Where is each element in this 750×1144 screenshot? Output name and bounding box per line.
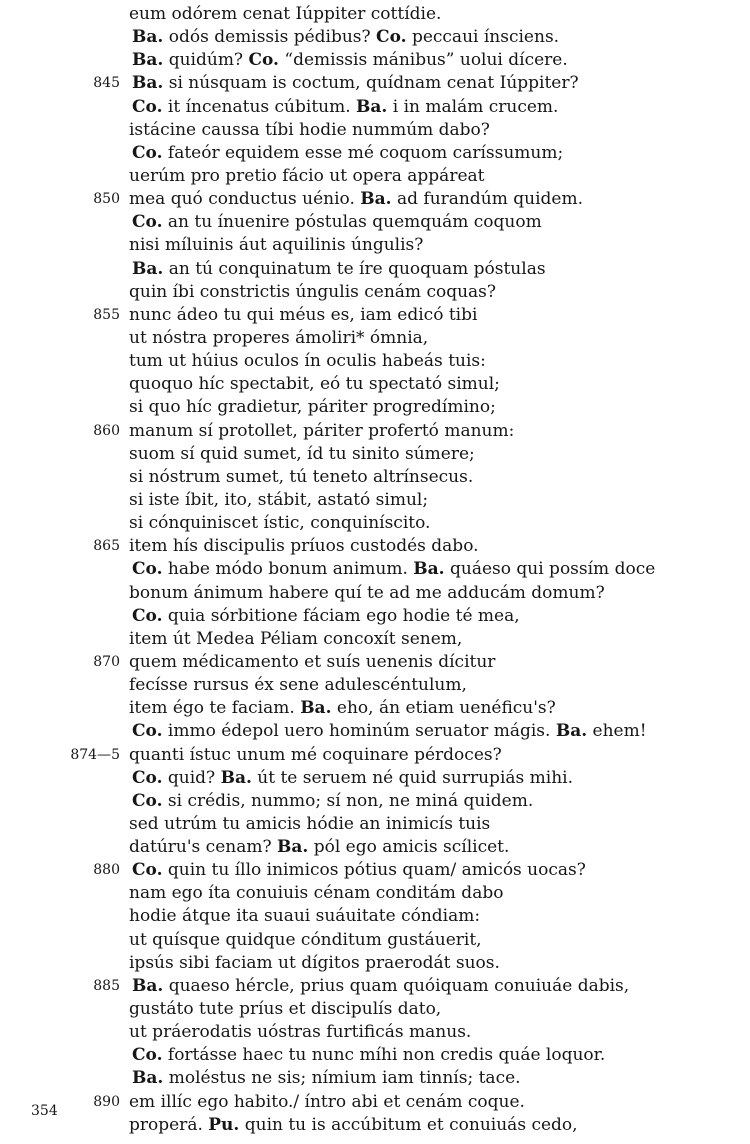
verse-line bbox=[0, 281, 750, 304]
speaker-label: Ba. bbox=[356, 96, 388, 117]
speaker-label: Ba. bbox=[132, 73, 164, 94]
verse-segment: properá. bbox=[129, 1114, 209, 1135]
speaker-label: Ba. bbox=[132, 1068, 164, 1089]
verse-body bbox=[129, 651, 495, 674]
verse-segment: quin tu íllo inimicos pótius quam/ amicós uocas? bbox=[162, 860, 586, 881]
verse-segment: peccaui ínsciens. bbox=[406, 27, 560, 48]
verse-body bbox=[132, 258, 546, 281]
verse-line bbox=[0, 234, 750, 257]
verse-body bbox=[129, 119, 490, 142]
verse-line bbox=[0, 1044, 750, 1067]
verse-body bbox=[129, 466, 473, 489]
speaker-label: Co. bbox=[132, 1045, 163, 1066]
verse-line bbox=[0, 813, 750, 836]
verse-line bbox=[0, 396, 750, 419]
verse-body bbox=[129, 628, 462, 651]
speaker-label: Co. bbox=[132, 790, 163, 811]
verse-segment: suom sí quid sumet, íd tu sinito súmere; bbox=[129, 443, 475, 464]
verse-line bbox=[0, 905, 750, 928]
verse-body bbox=[129, 396, 496, 419]
verse-line bbox=[0, 535, 750, 558]
verse-segment: item hís discipulis príuos custodés dabo. bbox=[129, 536, 479, 557]
speaker-label: Co. bbox=[376, 27, 407, 48]
speaker-label: Co. bbox=[132, 860, 163, 881]
verse-segment: si iste íbit, ito, stábit, astató simul; bbox=[129, 489, 429, 510]
verse-line bbox=[0, 836, 750, 859]
verse-segment: quáeso qui possím doce bbox=[444, 559, 656, 580]
verse-segment: em illíc ego habito./ íntro abi et cenám coque. bbox=[129, 1091, 525, 1112]
verse-body bbox=[132, 558, 655, 581]
verse-body bbox=[129, 489, 428, 512]
verse-body bbox=[129, 234, 423, 257]
verse-line bbox=[0, 628, 750, 651]
verse-segment: item égo te faciam. bbox=[129, 698, 301, 719]
verse-segment: quia sórbitione fáciam ego hodie té mea, bbox=[162, 605, 520, 626]
verse-body bbox=[132, 142, 563, 165]
speaker-label: Ba. bbox=[132, 975, 164, 996]
verse-line bbox=[0, 188, 750, 211]
speaker-label: Co. bbox=[132, 605, 163, 626]
line-number: 865 bbox=[93, 538, 120, 555]
verse-segment: fateór equidem esse mé coquom caríssumum; bbox=[162, 142, 564, 163]
verse-line bbox=[0, 767, 750, 790]
verse-segment: fortásse haec tu nunc míhi non credis quáe loquor. bbox=[162, 1045, 606, 1066]
verse-body bbox=[129, 420, 514, 443]
verse-body bbox=[129, 952, 500, 975]
verse-segment: nam ego íta conuiuis cénam conditám dabo bbox=[129, 883, 504, 904]
verse-segment: quoquo híc spectabit, eó tu spectató simul; bbox=[129, 374, 500, 395]
verse-segment: ad furandúm quidem. bbox=[391, 189, 583, 210]
speaker-label: Pu. bbox=[208, 1114, 240, 1135]
verse-line bbox=[0, 605, 750, 628]
speaker-label: Ba. bbox=[300, 698, 332, 719]
verse-line bbox=[0, 929, 750, 952]
speaker-label: Ba. bbox=[413, 559, 445, 580]
verse-body bbox=[129, 304, 477, 327]
verse-segment: it íncenatus cúbitum. bbox=[162, 96, 357, 117]
verse-segment: fecísse rursus éx sene adulescéntulum, bbox=[129, 675, 467, 696]
line-number: 890 bbox=[93, 1093, 120, 1110]
verse-segment: istácine caussa tíbi hodie nummúm dabo? bbox=[129, 119, 490, 140]
verse-line bbox=[0, 373, 750, 396]
line-number: 845 bbox=[93, 75, 120, 92]
verse-segment: odós demissis pédibus? bbox=[163, 27, 377, 48]
line-number: 880 bbox=[93, 862, 120, 879]
page-number: 354 bbox=[31, 1103, 58, 1119]
verse-line bbox=[0, 489, 750, 512]
verse-line bbox=[0, 952, 750, 975]
verse-segment: út te seruem né quid surrupiás mihi. bbox=[251, 767, 573, 788]
verse-line bbox=[0, 304, 750, 327]
verse-body bbox=[129, 744, 502, 767]
verse-body bbox=[129, 582, 605, 605]
speaker-label: Ba. bbox=[220, 767, 252, 788]
verse-body bbox=[129, 905, 480, 928]
verse-body bbox=[129, 1021, 471, 1044]
speaker-label: Ba. bbox=[276, 837, 309, 858]
verse-segment: ut nóstra properes ámoliri* ómnia, bbox=[129, 327, 429, 348]
verse-segment: quin tu is accúbitum et conuiuás cedo, bbox=[239, 1114, 578, 1135]
verse-body bbox=[129, 165, 484, 188]
verse-segment: manum sí protollet, páriter profertó manum: bbox=[129, 420, 515, 441]
verse-body bbox=[129, 443, 475, 466]
verse-body bbox=[129, 3, 441, 26]
verse-body bbox=[129, 998, 441, 1021]
verse-segment: quaeso hércle, prius quam quóiquam conuiuáe dabis, bbox=[163, 975, 630, 996]
verse-body bbox=[132, 767, 573, 790]
verse-line bbox=[0, 651, 750, 674]
line-number: 850 bbox=[93, 191, 120, 208]
verse-body bbox=[132, 859, 586, 882]
verse-line bbox=[0, 882, 750, 905]
speaker-label: Ba. bbox=[132, 27, 164, 48]
verse-line bbox=[0, 512, 750, 535]
verse-body bbox=[129, 929, 482, 952]
verse-line bbox=[0, 420, 750, 443]
verse-line bbox=[0, 582, 750, 605]
verse-body bbox=[129, 327, 428, 350]
verse-line bbox=[0, 744, 750, 767]
verse-body bbox=[132, 1067, 521, 1090]
speaker-label: Ba. bbox=[132, 50, 164, 71]
verse-body bbox=[129, 813, 490, 836]
verse-line bbox=[0, 327, 750, 350]
verse-body bbox=[129, 281, 496, 304]
verse-segment: eum odórem cenat Iúppiter cottídie. bbox=[129, 4, 442, 24]
speaker-label: Co. bbox=[132, 96, 163, 117]
speaker-label: Co. bbox=[132, 767, 163, 788]
verse-segment: immo édepol uero hominúm seruator mágis. bbox=[162, 721, 556, 742]
verse-line bbox=[0, 1021, 750, 1044]
speaker-label: Ba. bbox=[132, 258, 164, 279]
speaker-label: Co. bbox=[132, 142, 163, 163]
verse-line bbox=[0, 443, 750, 466]
verse-line bbox=[0, 720, 750, 743]
verse-segment: quin íbi constrictis úngulis cenám coquas? bbox=[129, 281, 497, 302]
verse-line bbox=[0, 258, 750, 281]
verse-body bbox=[129, 836, 509, 859]
verse-segment: nunc ádeo tu qui méus es, iam edicó tibi bbox=[129, 304, 478, 325]
speaker-label: Co. bbox=[248, 50, 279, 71]
verse-segment: si quo híc gradietur, páriter progredímino; bbox=[129, 397, 496, 418]
verse-body bbox=[132, 72, 579, 95]
verse-line bbox=[0, 119, 750, 142]
verse-segment: sed utrúm tu amicis hódie an inimicís tuis bbox=[129, 813, 491, 834]
line-number: 855 bbox=[93, 306, 120, 323]
verse-line bbox=[0, 998, 750, 1021]
verse-body bbox=[132, 96, 558, 119]
verse-segment: ut quísque quidque cónditum gustáuerit, bbox=[129, 929, 482, 950]
line-number: 885 bbox=[93, 977, 120, 994]
verse-body bbox=[129, 535, 479, 558]
verse-body bbox=[129, 1114, 578, 1137]
verse-segment: ehem! bbox=[587, 721, 647, 742]
verse-segment: an tu ínuenire póstulas quemquám coquom bbox=[162, 212, 542, 233]
verse-segment: si crédis, nummo; sí non, ne miná quidem. bbox=[162, 790, 534, 811]
verse-segment: quanti ístuc unum mé coquinare pérdoces? bbox=[129, 744, 502, 765]
verse-line bbox=[0, 674, 750, 697]
verse-line bbox=[0, 142, 750, 165]
verse-line bbox=[0, 72, 750, 95]
verse-segment: datúru's cenam? bbox=[129, 837, 277, 858]
speaker-label: Ba. bbox=[555, 721, 588, 742]
verse-line bbox=[0, 1067, 750, 1090]
verse-body bbox=[129, 512, 430, 535]
verse-segment: moléstus ne sis; nímium iam tinnís; tace. bbox=[163, 1068, 521, 1089]
verse-body bbox=[129, 674, 467, 697]
line-number: 860 bbox=[93, 422, 120, 439]
verse-body bbox=[129, 373, 500, 396]
verse-segment: tum ut húius oculos ín oculis habeás tuis: bbox=[129, 351, 486, 372]
verse-line bbox=[0, 96, 750, 119]
verse-line bbox=[0, 859, 750, 882]
line-number: 874—5 bbox=[70, 746, 120, 763]
verse-body bbox=[132, 49, 568, 72]
verse-segment: i in malám crucem. bbox=[387, 96, 559, 117]
verse-body bbox=[132, 720, 647, 743]
verse-body bbox=[132, 26, 559, 49]
verse-line bbox=[0, 1091, 750, 1114]
verse-line bbox=[0, 165, 750, 188]
verse-line bbox=[0, 790, 750, 813]
speaker-label: Co. bbox=[132, 721, 163, 742]
verse-line bbox=[0, 26, 750, 49]
verse-body bbox=[132, 1044, 605, 1067]
verse-line bbox=[0, 1114, 750, 1137]
verse-segment: “demissis mánibus” uolui dícere. bbox=[278, 50, 568, 71]
verse-segment: nisi míluinis áut aquilinis úngulis? bbox=[129, 235, 424, 256]
verse-body bbox=[132, 975, 629, 998]
speaker-label: Co. bbox=[132, 559, 163, 580]
verse-body bbox=[132, 790, 533, 813]
verse-segment: habe módo bonum animum. bbox=[162, 559, 414, 580]
verse-segment: hodie átque ita suaui suáuitate cóndiam: bbox=[129, 906, 481, 927]
verse-line bbox=[0, 697, 750, 720]
verse-line bbox=[0, 3, 750, 26]
verse-line bbox=[0, 211, 750, 234]
verse-body bbox=[132, 605, 520, 628]
verse-line bbox=[0, 350, 750, 373]
verse-segment: eho, án etiam uenéficu's? bbox=[331, 698, 556, 719]
verse-body bbox=[129, 882, 503, 905]
verse-text bbox=[0, 3, 750, 1137]
speaker-label: Ba. bbox=[360, 189, 392, 210]
verse-segment: ut práerodatis uóstras furtificás manus. bbox=[129, 1022, 472, 1043]
verse-body bbox=[129, 697, 556, 720]
verse-segment: mea quó conductus uénio. bbox=[129, 189, 361, 210]
verse-segment: uerúm pro pretio fácio ut opera appáreat bbox=[129, 165, 485, 186]
verse-segment: pól ego amicis scílicet. bbox=[308, 837, 510, 858]
verse-segment: si núsquam is coctum, quídnam cenat Iúppiter? bbox=[163, 73, 579, 94]
verse-segment: an tú conquinatum te íre quoquam póstulas bbox=[163, 258, 546, 279]
speaker-label: Co. bbox=[132, 212, 163, 233]
verse-segment: quem médicamento et suís uenenis dícitur bbox=[129, 651, 496, 672]
verse-body bbox=[129, 188, 583, 211]
verse-line bbox=[0, 466, 750, 489]
verse-segment: gustáto tute príus et discipulís dato, bbox=[129, 999, 442, 1020]
verse-segment: si nóstrum sumet, tú teneto altrínsecus. bbox=[129, 466, 474, 487]
verse-body bbox=[132, 211, 542, 234]
verse-body bbox=[129, 1091, 525, 1114]
verse-segment: bonum ánimum habere quí te ad me adducám domum? bbox=[129, 582, 605, 603]
verse-segment: quid? bbox=[162, 767, 221, 788]
verse-line bbox=[0, 558, 750, 581]
verse-segment: si cónquiniscet ístic, conquiníscito. bbox=[129, 513, 431, 534]
verse-body bbox=[129, 350, 486, 373]
line-number: 870 bbox=[93, 653, 120, 670]
verse-segment: item út Medea Péliam concoxít senem, bbox=[129, 628, 463, 649]
verse-line bbox=[0, 49, 750, 72]
verse-line bbox=[0, 975, 750, 998]
verse-segment: ipsús sibi faciam ut dígitos praerodát suos. bbox=[129, 952, 500, 973]
verse-segment: quidúm? bbox=[163, 50, 249, 71]
